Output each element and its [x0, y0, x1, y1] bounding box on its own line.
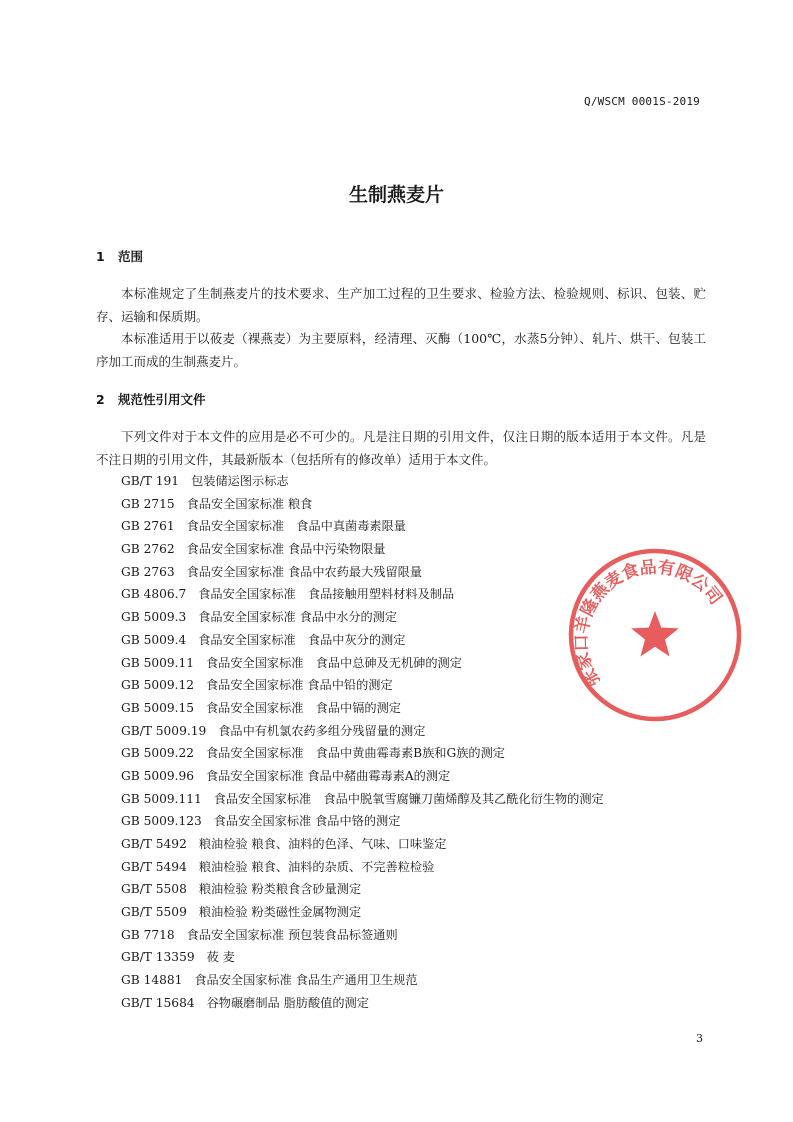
reference-code: GB/T 5492 — [121, 837, 187, 851]
section-1-paragraph-2: 本标准适用于以莜麦（裸燕麦）为主要原料，经清理、灭酶（100℃，水蒸5分钟）、轧片、烘干、包装工序加工而成的生制燕麦片。 — [96, 331, 706, 369]
reference-code: GB 5009.4 — [121, 632, 187, 647]
reference-code: GB 4806.7 — [121, 587, 187, 602]
reference-code: GB/T 15684 — [121, 995, 195, 1010]
reference-item — [121, 674, 604, 697]
reference-item — [121, 629, 604, 652]
reference-title: 食品安全国家标准 食品中镉的测定 — [205, 700, 401, 715]
document-title: 生制燕麦片 — [348, 184, 444, 206]
reference-code: GB 2715 — [121, 496, 175, 511]
reference-code: GB 5009.111 — [121, 791, 202, 806]
reference-title: 食品安全国家标准 食品中污染物限量 — [186, 542, 386, 557]
reference-item — [121, 561, 604, 584]
reference-list — [121, 470, 604, 1015]
reference-item — [121, 652, 604, 675]
reference-title: 粮油检验 粉类粮食含砂量测定 — [198, 882, 362, 897]
reference-code: GB 5009.3 — [121, 610, 187, 625]
reference-code: GB/T 5494 — [121, 859, 187, 874]
section-title: 规范性引用文件 — [118, 392, 206, 407]
reference-item — [121, 720, 604, 743]
reference-item — [121, 697, 604, 720]
reference-code: GB 14881 — [121, 973, 183, 988]
reference-item — [121, 856, 604, 879]
reference-code: GB 5009.15 — [121, 700, 194, 715]
reference-title: 食品安全国家标准 预包装食品标签通则 — [186, 927, 398, 942]
reference-item — [121, 583, 604, 606]
reference-code: GB/T 5009.19 — [121, 723, 207, 738]
reference-code: GB 2763 — [121, 564, 175, 579]
reference-item — [121, 606, 604, 629]
section-2-paragraph-1: 下列文件对于本文件的应用是必不可少的。凡是注日期的引用文件，仅注日期的版本适用于本文件。凡是不注日期的引用文件，其最新版本（包括所有的修改单）适用于本文件。 — [96, 429, 706, 467]
seal-text: 张家口羊隆燕麦食品有限公司 — [571, 557, 726, 691]
reference-item — [121, 833, 604, 856]
reference-title: 食品安全国家标准 粮食 — [186, 496, 313, 511]
reference-code: GB 5009.12 — [121, 678, 194, 693]
reference-title: 食品安全国家标准 食品中灰分的测定 — [198, 632, 406, 647]
reference-title: 食品安全国家标准 食品中铬的测定 — [213, 814, 401, 829]
company-seal — [565, 545, 745, 725]
reference-title: 谷物碾磨制品 脂肪酸值的测定 — [206, 995, 369, 1010]
reference-title: 食品安全国家标准 食品中赭曲霉毒素A的测定 — [205, 768, 451, 783]
reference-title: 食品安全国家标准 食品中水分的测定 — [198, 610, 398, 625]
reference-item — [121, 788, 604, 811]
reference-item — [121, 538, 604, 561]
reference-title: 食品安全国家标准 食品中总砷及无机砷的测定 — [205, 655, 462, 670]
reference-item — [121, 992, 604, 1015]
reference-code: GB/T 13359 — [121, 950, 195, 965]
reference-title: 包装储运图示标志 — [191, 474, 289, 488]
reference-item — [121, 765, 604, 788]
reference-code: GB 5009.96 — [121, 768, 194, 783]
reference-item — [121, 493, 604, 516]
reference-title: 食品安全国家标准 食品中铅的测定 — [205, 678, 393, 693]
reference-title: 粮油检验 粮食、油料的杂质、不完善粒检验 — [198, 859, 435, 874]
reference-code: GB/T 191 — [121, 474, 180, 488]
reference-code: GB 2761 — [121, 519, 175, 534]
reference-item — [121, 946, 604, 969]
reference-item — [121, 924, 604, 947]
reference-item — [121, 810, 604, 833]
section-1-heading — [96, 247, 143, 265]
reference-item — [121, 969, 604, 992]
reference-code: GB 7718 — [121, 927, 175, 942]
reference-code: GB 2762 — [121, 542, 175, 557]
reference-code: GB/T 5508 — [121, 882, 187, 897]
reference-title: 食品安全国家标准 食品接触用塑料材料及制品 — [198, 587, 455, 602]
reference-title: 莜 麦 — [206, 950, 235, 965]
standard-code: Q/WSCM 0001S-2019 — [584, 95, 700, 108]
reference-title: 粮油检验 粉类磁性金属物测定 — [198, 905, 362, 920]
reference-item — [121, 742, 604, 765]
section-1-paragraph-1: 本标准规定了生制燕麦片的技术要求、生产加工过程的卫生要求、检验方法、检验规则、标识、包装、贮存、运输和保质期。 — [96, 286, 706, 324]
reference-title: 粮油检验 粮食、油料的色泽、气味、口味鉴定 — [198, 837, 447, 851]
reference-title: 食品中有机氯农药多组分残留量的测定 — [218, 723, 426, 738]
section-title: 范围 — [118, 249, 144, 264]
section-number: 1 — [96, 249, 105, 264]
reference-code: GB/T 5509 — [121, 905, 187, 920]
reference-item — [121, 470, 604, 493]
reference-code: GB 5009.123 — [121, 814, 202, 829]
reference-title: 食品安全国家标准 食品中农药最大残留限量 — [186, 564, 423, 579]
reference-item — [121, 515, 604, 538]
reference-item — [121, 878, 604, 901]
reference-title: 食品安全国家标准 食品中脱氧雪腐镰刀菌烯醇及其乙酰化衍生物的测定 — [213, 791, 604, 806]
star-icon — [631, 611, 679, 657]
reference-code: GB 5009.22 — [121, 746, 194, 761]
reference-code: GB 5009.11 — [121, 655, 194, 670]
section-number: 2 — [96, 392, 105, 407]
reference-item — [121, 901, 604, 924]
section-2-heading — [96, 390, 206, 408]
page-number: 3 — [696, 1032, 703, 1045]
reference-title: 食品安全国家标准 食品中真菌毒素限量 — [186, 519, 406, 534]
reference-title: 食品安全国家标准 食品生产通用卫生规范 — [194, 973, 418, 988]
reference-title: 食品安全国家标准 食品中黄曲霉毒素B族和G族的测定 — [205, 746, 505, 761]
